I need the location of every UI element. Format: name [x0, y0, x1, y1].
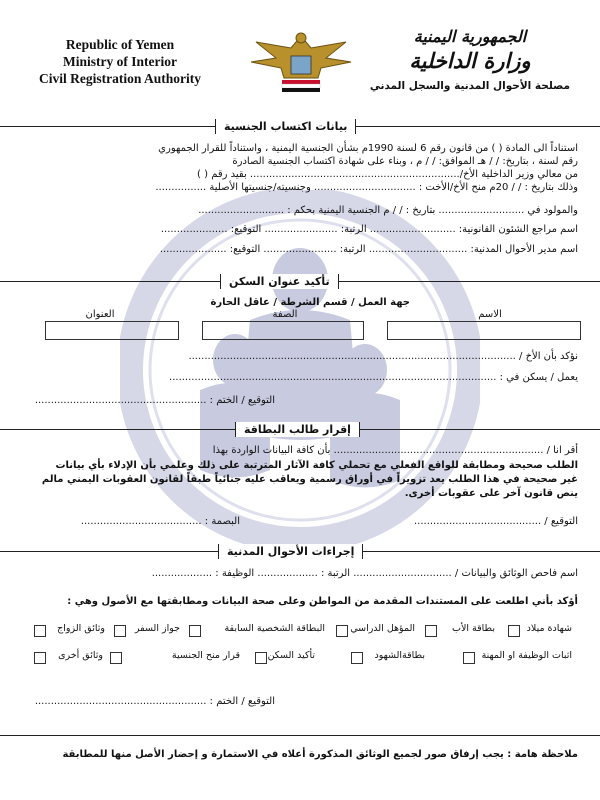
header-en-line-3: Civil Registration Authority [39, 71, 201, 86]
checkbox-residence-confirm[interactable] [255, 652, 267, 664]
arabic-header [370, 26, 570, 93]
sec3-thumbprint: البصمة : ...................................... [80, 516, 240, 527]
checkbox-passport[interactable] [114, 625, 126, 637]
address-input-box[interactable] [45, 321, 179, 340]
checkbox-father-id[interactable] [425, 625, 437, 637]
sec2-signature: التوقيع / الختم : ...................................................... [34, 395, 275, 406]
sec1-line-4: وذلك بتاريخ : / / 20م منح الأخ/الأخت : ................................ وجنسيته/جنسيتها الأصلية ................ [155, 182, 578, 193]
checkbox-label: البطاقة الشخصية السابقة [224, 623, 325, 634]
sec1-line-5: والمولود في ........................... بتاريخ : / / م الجنسية اليمنية بحكم : ........................... [198, 205, 578, 216]
sec4-line-1: اسم فاحص الوثائق والبيانات / ............................... الرتبة : ................... الوظيفة : ................... [151, 568, 578, 579]
sec1-line-2: رقم لسنة ، بتاريخ: / / هـ الموافق: / / م ، وبناء على شهادة اكتساب الجنسية الصادرة [232, 156, 578, 167]
checkbox-label: اثبات الوظيفة او المهنة [481, 650, 572, 661]
col-name-label: الاسم [478, 309, 502, 320]
ar-authority: مصلحة الأحوال المدنية والسجل المدني [369, 80, 570, 92]
sec2-line-1: نؤكد بأن الأخ / ....................................................................................................... [188, 351, 578, 362]
english-header [30, 36, 210, 87]
sec4-signature: التوقيع / الختم : ...................................................... [34, 696, 275, 707]
ar-republic-calligraphy: الجمهورية اليمنية [413, 27, 527, 46]
sec2-subtitle: جهة العمل / قسم الشرطة / عاقل الحارة [210, 297, 410, 308]
checkbox-label: تأكيد السكن [267, 650, 315, 661]
sec3-signature: التوقيع / ........................................ [413, 516, 578, 527]
sec1-line-3: من معالي وزير الداخلية الأخ/.................................................................. بقيد رقم ( ) [197, 169, 578, 180]
sec2-line-2: يعمل / يسكن في : ....................................................................................................... [169, 372, 578, 383]
checkbox-label: شهادة ميلاد [526, 623, 572, 634]
section-title-procedures: إجراءات الأحوال المدنية [218, 544, 363, 559]
checkbox-label: المؤهل الدراسي [350, 623, 415, 634]
sec1-line-6: اسم مراجع الشئون القانونية: ........................... الرتبة: ....................... التوقيع: ..................... [160, 224, 578, 235]
section-title-nationality: بيانات اكتساب الجنسية [215, 119, 356, 134]
checkbox-label: بطاقة الأب [452, 623, 495, 634]
ar-ministry-calligraphy: وزارة الداخلية [409, 48, 531, 73]
footer-divider [0, 735, 600, 736]
section-title-address: تأكيد عنوان السكن [220, 274, 339, 289]
header-en-line-2: Ministry of Interior [63, 54, 177, 69]
header-en-line-1: Republic of Yemen [65, 37, 175, 52]
sec1-line-1: استناداً الى المادة ( ) من قانون رقم 6 لسنة 1990م بشأن الجنسية اليمنية ، واستناداً للقرار الجمهوري [158, 143, 578, 154]
checkbox-previous-id[interactable] [189, 625, 201, 637]
checkbox-birth-certificate[interactable] [508, 625, 520, 637]
checkbox-education[interactable] [336, 625, 348, 637]
sec3-line-2: الطلب صحيحة ومطابقة للواقع الفعلي مع تحملي كافة الآثار المترتبة على ذلك وعلمي بأن الإدلاء بأي بيانات [55, 460, 578, 471]
sec3-line-1: أقر انا / .................................................................. بأن كافة البيانات الواردة بهذا [212, 445, 578, 456]
checkbox-witness-ids[interactable] [351, 652, 363, 664]
sec3-line-3: غير صحيحة في هذا الطلب يعد تزويراً في أوراق رسمية ويعاقب عليه جنائياً طبقاً لقانون العقوبات اليمني مالم [41, 474, 578, 485]
footer-note: ملاحظة هامة : يجب إرفاق صور لجميع الوثائق المذكورة أعلاه في الاستمارة و إحضار الأصل منها للمطابقة [62, 749, 578, 760]
checkbox-marriage-docs[interactable] [34, 625, 46, 637]
role-input-box[interactable] [202, 321, 364, 340]
section-title-declaration: إقرار طالب البطاقة [235, 422, 360, 437]
checkbox-label: قرار منح الجنسية [171, 650, 240, 661]
checkbox-label: جواز السفر [134, 623, 180, 634]
checkbox-label: وثائق الزواج [57, 623, 105, 634]
yemen-eagle-emblem [246, 28, 356, 96]
checkbox-employment-proof[interactable] [463, 652, 475, 664]
col-role-label: الصفة [272, 309, 298, 320]
sec1-line-7: اسم مدير الأحوال المدنية: ............................... الرتبة: ....................... التوقيع: ..................... [159, 244, 578, 255]
col-address-label: العنوان [85, 309, 115, 320]
checkbox-label: وثائق أخرى [58, 650, 103, 661]
sec3-line-4: ينص قانون آخر على عقوبات أخرى. [404, 488, 578, 499]
sec4-line-2: أؤكد بأني اطلعت على المستندات المقدمة من المواطن وعلى صحة البيانات ومطابقتها مع الأصول وهي : [67, 596, 578, 607]
checkbox-nationality-decree[interactable] [110, 652, 122, 664]
checkbox-other-docs[interactable] [34, 652, 46, 664]
checkbox-label: بطاقةالشهود [374, 650, 425, 661]
name-input-box[interactable] [387, 321, 581, 340]
